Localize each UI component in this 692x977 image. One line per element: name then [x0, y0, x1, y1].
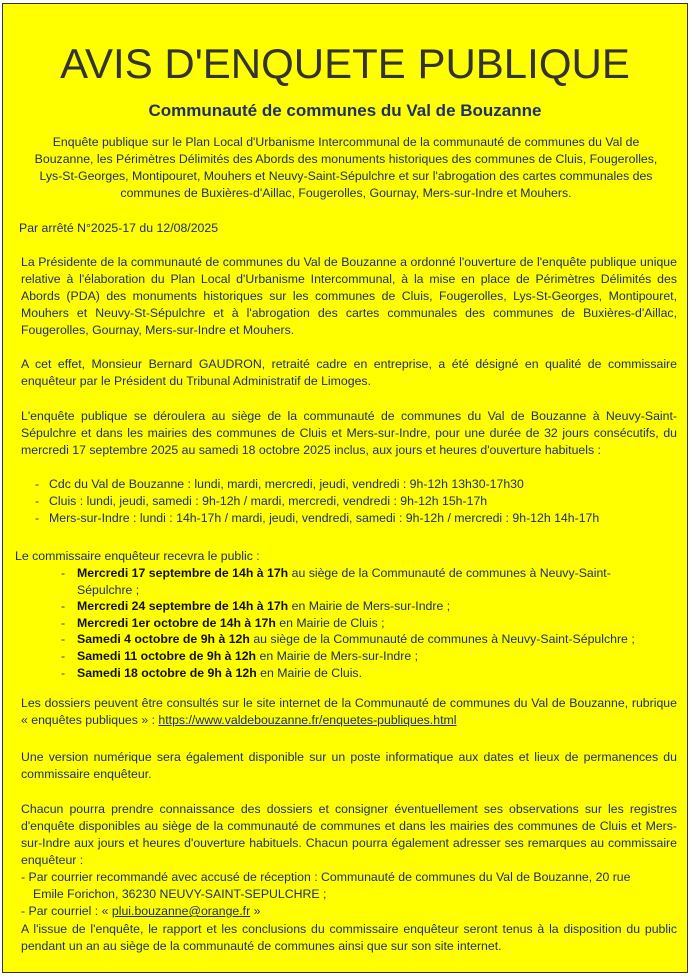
paragraph-dossiers	[21, 695, 677, 729]
contact-methods	[21, 869, 677, 920]
paragraph-conclusion: A l'issue de l'enquête, le rapport et les conclusions du commissaire enquêteur seront tenus à la disposition du public pendant un an au siège de la communauté de communes ainsi que sur son site internet.	[21, 922, 677, 953]
sessions-intro: Le commissaire enquêteur recevra le public :	[15, 549, 260, 563]
courriel-line	[21, 903, 677, 920]
courrier-address: Emile Forichon, 36230 NEUVY-SAINT-SEPULCHRE ;	[33, 887, 327, 901]
list-item: - Cluis : lundi, jeudi, samedi : 9h-12h / mardi, mercredi, vendredi : 9h-12h 15h-17h	[35, 493, 599, 510]
courriel-prefix: - Par courriel : «	[21, 904, 112, 918]
list-item	[61, 631, 666, 648]
paragraph-commissioner: A cet effet, Monsieur Bernard GAUDRON, retraité cadre en entreprise, a été désigné en qualité de commissaire enquêteur par le Président du Tribunal Administratif de Limoges.	[21, 357, 677, 388]
session-date: Samedi 4 octobre de 9h à 12h	[77, 632, 250, 647]
paragraph-decision: La Présidente de la communauté de communes du Val de Bouzanne a ordonné l'ouverture de l'enquête publique unique relative à l'élaboration du Plan Local d'Urbanisme Intercommunal, à la mise en place de Périmètres Délimités des Abords (PDA) des monuments historiques sur les communes de Cluis, Fougerolles, Lys-St-Georges, Montipouret, Mouhers et Neuvy-St-Sépulchre et à l'abrogation des cartes communales des communes de Buxières-d'Aillac, Fougerolles, Gournay, Mers-sur-Indre et Mouhers.	[21, 255, 677, 337]
session-date: Mercredi 17 septembre de 14h à 17h	[77, 566, 289, 580]
sessions-list	[61, 565, 666, 681]
intro-paragraph: Enquête publique sur le Plan Local d'Urbanisme Intercommunal de la communauté de communes du Val de Bouzanne, les Périmètres Délimités des Abords des monuments historiques des communes de Cluis, Fougerolles, Lys-St-Georges, Montipouret, Mouhers et Neuvy-Saint-Sépulchre et sur l'abrogation des cartes communales des communes de Buxières-d'Aillac, Fougerolles, Gournay, Mers-sur-Indre et Mouhers.	[34, 135, 658, 200]
session-place: au siège de la Communauté de communes à Neuvy-Saint-Sépulchre ;	[77, 566, 611, 597]
list-item	[61, 648, 666, 665]
list-item	[61, 598, 666, 615]
website-link[interactable]: https://www.valdebouzanne.fr/enquetes-publiques.html	[158, 713, 457, 727]
session-place: en Mairie de Cluis.	[256, 665, 363, 680]
list-item	[61, 665, 666, 682]
session-place: au siège de la Communauté de communes à Neuvy-Saint-Sépulchre ;	[249, 632, 635, 647]
email-link[interactable]: plui.bouzanne@orange.fr	[111, 904, 251, 918]
list-item: - Mers-sur-Indre : lundi : 14h-17h / mardi, jeudi, vendredi, samedi : 9h-12h / mercredi : 9h-12h 14h-17h	[35, 510, 599, 527]
courriel-suffix: »	[250, 904, 261, 918]
opening-hours-list	[35, 476, 599, 527]
list-item	[61, 615, 666, 632]
session-date: Samedi 18 octobre de 9h à 12h	[77, 665, 257, 680]
session-date: Mercredi 1er octobre de 14h à 17h	[77, 615, 276, 630]
paragraph-schedule: L'enquête publique se déroulera au siège de la communauté de communes du Val de Bouzanne à Neuvy-Saint-Sépulchre et dans les mairies des communes de Cluis et Mers-sur-Indre, pour une durée de 32 jours consécutifs, du mercredi 17 septembre 2025 au samedi 18 octobre 2025 inclus, aux jours et heures d'ouverture habituels :	[21, 409, 677, 457]
page-title: AVIS D'ENQUETE PUBLIQUE	[60, 40, 630, 87]
paragraph-digital: Une version numérique sera également disponible sur un poste informatique aux dates et lieux de permanences du commissaire enquêteur.	[21, 750, 677, 781]
session-place: en Mairie de Mers-sur-Indre ;	[288, 599, 451, 614]
notice-page	[2, 3, 688, 973]
paragraph-observations: Chacun pourra prendre connaissance des dossiers et consigner éventuellement ses observations sur les registres d'enquête disponibles au siège de la communauté de communes et dans les mairies des communes de Cluis et Mers-sur-Indre aux jours et heures d'ouverture habituels. Chacun pourra également adresser ses remarques au commissaire enquêteur :	[21, 802, 677, 867]
session-place: en Mairie de Mers-sur-Indre ;	[256, 648, 419, 663]
arrete-line: Par arrêté N°2025-17 du 12/08/2025	[19, 221, 219, 235]
page-subtitle: Communauté de communes du Val de Bouzanne	[148, 101, 542, 120]
dossiers-text: Les dossiers peuvent être consultés sur le site internet de la Communauté de communes du Val de Bouzanne, rubrique « enquêtes publiques » :	[21, 696, 677, 727]
session-date: Mercredi 24 septembre de 14h à 17h	[77, 599, 289, 614]
courrier-line: - Par courrier recommandé avec accusé de réception : Communauté de communes du Val de Bouzanne, 20 rue	[21, 870, 631, 884]
list-item	[61, 565, 666, 598]
session-date: Samedi 11 octobre de 9h à 12h	[77, 648, 257, 663]
session-place: en Mairie de Cluis ;	[275, 615, 385, 630]
list-item: - Cdc du Val de Bouzanne : lundi, mardi, mercredi, jeudi, vendredi : 9h-12h 13h30-17h30	[35, 476, 599, 493]
